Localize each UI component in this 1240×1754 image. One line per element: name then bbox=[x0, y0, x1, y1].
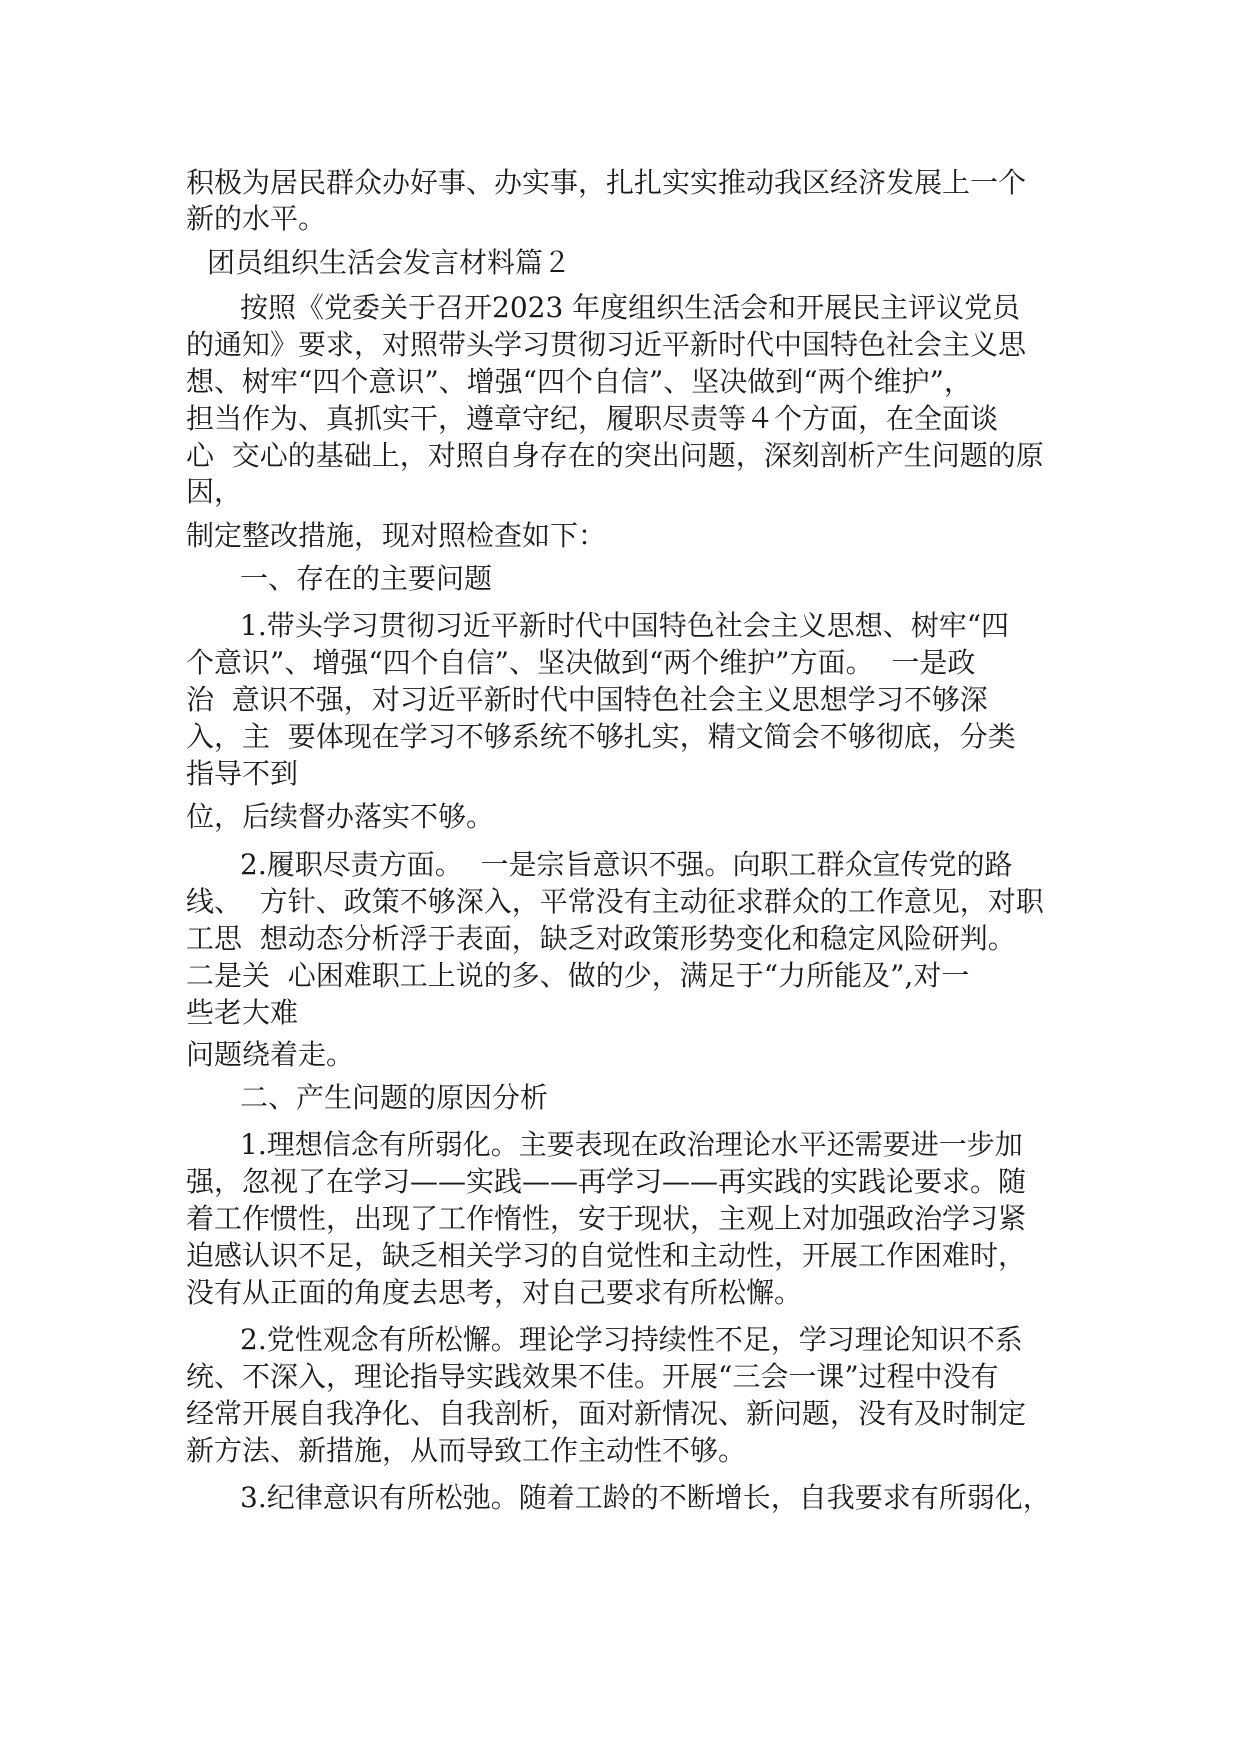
text-line: 积极为居民群众办好事、办实事，扎扎实实推动我区经济发展上一个 bbox=[186, 166, 1027, 199]
text-line: 指导不到 bbox=[186, 757, 299, 790]
text-line: 问题绕着走。 bbox=[186, 1038, 355, 1071]
text-line: 的通知》要求，对照带头学习贯彻习近平新时代中国特色社会主义思 bbox=[186, 328, 1027, 361]
text-line: 经常开展自我净化、自我剖析，面对新情况、新问题，没有及时制定 bbox=[186, 1397, 1027, 1430]
text-line: 位，后续督办落实不够。 bbox=[186, 800, 495, 833]
text-line: 迫感认识不足，缺乏相关学习的自觉性和主动性，开展工作困难时， bbox=[186, 1239, 1027, 1272]
text-line: 新方法、新措施，从而导致工作主动性不够。 bbox=[186, 1434, 747, 1467]
text-line: 制定整改措施，现对照检查如下： bbox=[186, 519, 607, 552]
text-line: 因， bbox=[186, 475, 243, 508]
heading: 一、存在的主要问题 bbox=[240, 562, 493, 595]
text-line: 1.理想信念有所弱化。主要表现在政治理论水平还需要进一步加 bbox=[240, 1128, 1023, 1161]
text-line: 按照《党委关于召开2023 年度组织生活会和开展民主评议党员 bbox=[240, 291, 1021, 324]
text-line: 入，主 要体现在学习不够系统不够扎实，精文简会不够彻底，分类 bbox=[186, 720, 1016, 753]
text-line: 二是关 心困难职工上说的多、做的少，满足于“力所能及”,对一 bbox=[186, 959, 970, 992]
text-line: 2.党性观念有所松懈。理论学习持续性不足，学习理论知识不系 bbox=[240, 1323, 1023, 1356]
text-line: 心 交心的基础上，对照自身存在的突出问题，深刻剖析产生问题的原 bbox=[186, 439, 1044, 472]
text-line: 个意识”、增强“四个自信”、坚决做到“两个维护”方面。 一是政 bbox=[186, 646, 976, 679]
text-line: 线、 方针、政策不够深入，平常没有主动征求群众的工作意见，对职 bbox=[186, 885, 1044, 918]
text-line: 想、树牢“四个意识”、增强“四个自信”、坚决做到“两个维护”， bbox=[186, 365, 972, 398]
heading: 二、产生问题的原因分析 bbox=[240, 1081, 549, 1114]
text-line: 1.带头学习贯彻习近平新时代中国特色社会主义思想、树牢“四 bbox=[240, 609, 1010, 642]
section-title: 团员组织生活会发言材料篇２ bbox=[207, 246, 572, 279]
text-line: 些老大难 bbox=[186, 996, 299, 1029]
text-line: 工思 想动态分析浮于表面，缺乏对政策形势变化和稳定风险研判。 bbox=[186, 922, 1016, 955]
text-line: 新的水平。 bbox=[186, 202, 327, 235]
text-line: 3.纪律意识有所松弛。随着工龄的不断增长，自我要求有所弱化， bbox=[240, 1481, 1051, 1514]
text-line: 强，忽视了在学习——实践——再学习——再实践的实践论要求。随 bbox=[186, 1165, 1027, 1198]
text-line: 治 意识不强，对习近平新时代中国特色社会主义思想学习不够深 bbox=[186, 683, 988, 716]
text-line: 2.履职尽责方面。 一是宗旨意识不强。向职工群众宣传党的路 bbox=[240, 848, 1013, 881]
text-line: 担当作为、真抓实干，遵章守纪，履职尽责等４个方面，在全面谈 bbox=[186, 402, 999, 435]
text-line: 统、不深入，理论指导实践效果不佳。开展“三会一课”过程中没有 bbox=[186, 1360, 999, 1393]
text-line: 没有从正面的角度去思考，对自己要求有所松懈。 bbox=[186, 1276, 803, 1309]
text-line: 着工作惯性，出现了工作惰性，安于现状，主观上对加强政治学习紧 bbox=[186, 1202, 1027, 1235]
